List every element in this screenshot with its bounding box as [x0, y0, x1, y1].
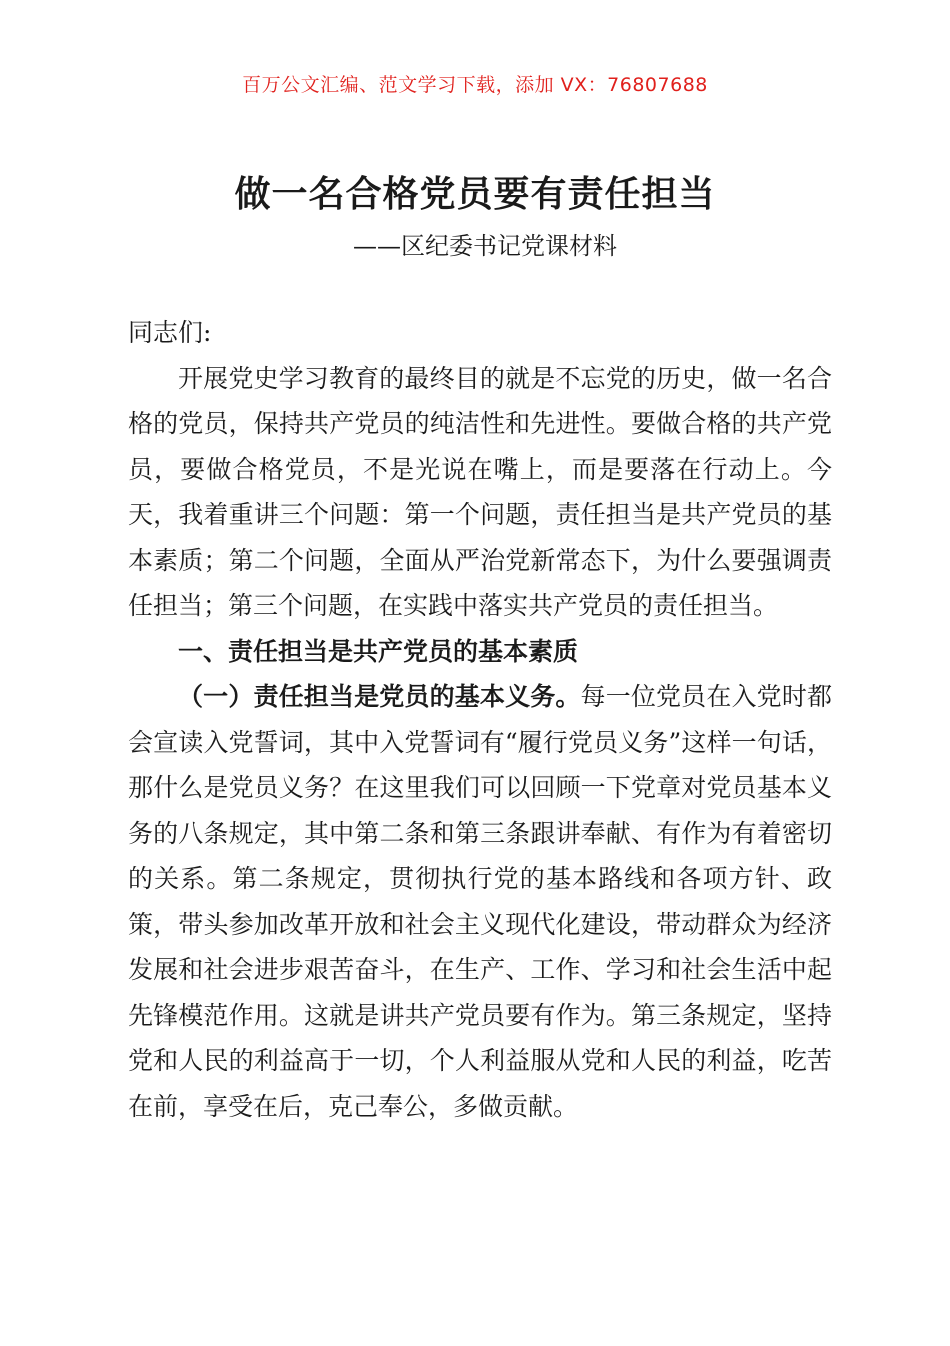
document-title: 做一名合格党员要有责任担当 — [234, 173, 716, 215]
intro-paragraph: 开展党史学习教育的最终目的就是不忘党的历史，做一名合格的党员，保持共产党员的纯洁性和先进性。要做合格的共产党员，要做合格党员，不是光说在嘴上，而是要落在行动上。今天，我着重讲三个问题：第一个问题，责任担当是共产党员的基本素质；第二个问题，全面从严治党新常态下，为什么要强调责任担当；第三个问题，在实践中落实共产党员的责任担当。 — [128, 363, 832, 620]
salutation: 同志们: — [128, 318, 212, 347]
subsection-heading-1: （一）责任担当是党员的基本义务。 — [178, 682, 581, 711]
header-watermark-note: 百万公文汇编、范文学习下载，添加 VX：76807688 — [242, 74, 708, 96]
document-subtitle: ——区纪委书记党课材料 — [353, 232, 617, 260]
subsection-paragraph-1 — [128, 674, 832, 1129]
document-body — [128, 310, 832, 1129]
subsection-body-1: 每一位党员在入党时都会宣读入党誓词，其中入党誓词有“履行党员义务”这样一句话，那什么是党员义务？在这里我们可以回顾一下党章对党员基本义务的八条规定，其中第二条和第三条跟讲奉献、有作为有着密切的关系。第二条规定，贯彻执行党的基本路线和各项方针、政策，带头参加改革开放和社会主义现代化建设，带动群众为经济发展和社会进步艰苦奋斗，在生产、工作、学习和社会生活中起先锋模范作用。这就是讲共产党员要有作为。第三条规定，坚持党和人民的利益高于一切，个人利益服从党和人民的利益，吃苦在前，享受在后，克己奉公，多做贡献。 — [128, 682, 832, 1121]
section-heading-1: 一、责任担当是共产党员的基本素质 — [178, 636, 579, 666]
